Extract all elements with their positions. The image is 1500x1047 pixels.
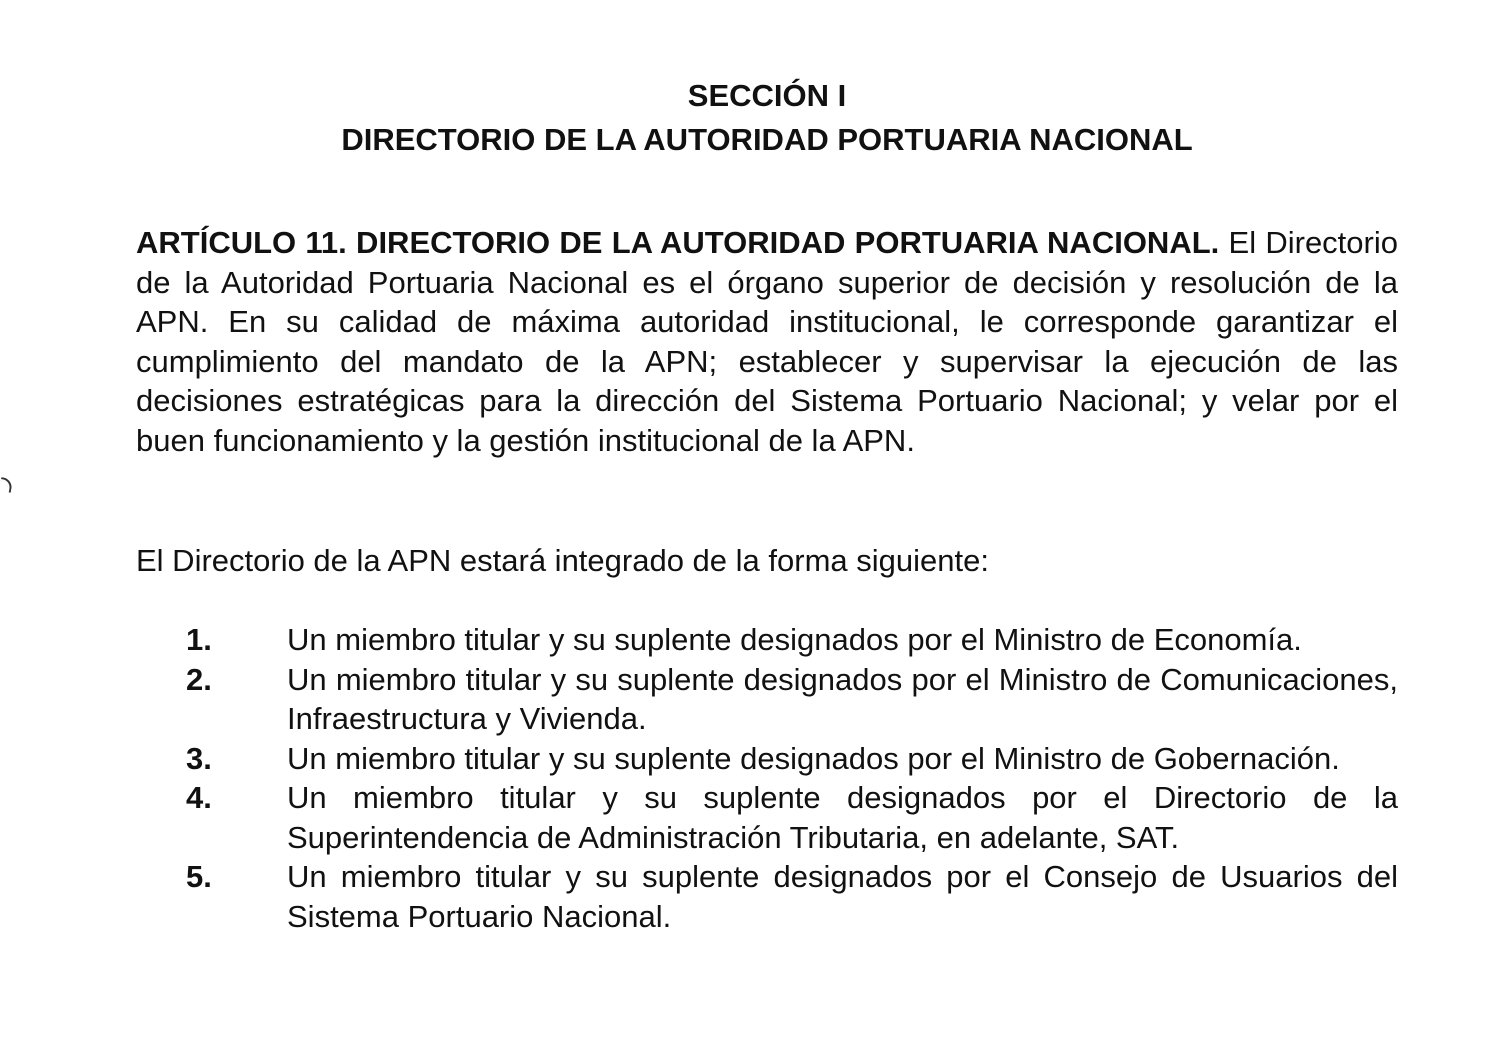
list-item-number: 4. — [186, 780, 212, 815]
section-title: SECCIÓN I — [687, 78, 847, 113]
article-heading: ARTÍCULO 11. DIRECTORIO DE LA AUTORIDAD PORTUARIA NACIONAL. — [136, 225, 1229, 260]
intro-paragraph: El Directorio de la APN estará integrado de la forma siguiente: — [136, 543, 989, 578]
section-subtitle: DIRECTORIO DE LA AUTORIDAD PORTUARIA NACIONAL — [341, 122, 1193, 157]
list-item-text: Un miembro titular y su suplente designados por el Directorio de la Superintendencia de Administración Tributaria, en adelante, SAT. — [287, 780, 1398, 855]
list-item-text: Un miembro titular y su suplente designados por el Ministro de Comunicaciones, Infraestructura y Vivienda. — [287, 661, 1398, 736]
list-item — [136, 739, 1398, 779]
list-item — [136, 857, 1398, 936]
article-body: El Directorio de la Autoridad Portuaria Nacional es el órgano superior de decisión y resolución de la APN. En su calidad de máxima autoridad institucional, le corresponde garantizar el cumplimiento del mandato de la APN; establecer y supervisar la ejecución de las decisiones estratégicas para la dirección del Sistema Portuario Nacional; y velar por el buen funcionamiento y la gestión institucional de la APN. — [136, 225, 1398, 458]
list-item-number: 3. — [186, 740, 212, 776]
list-item — [136, 778, 1398, 857]
scan-mark-icon — [0, 477, 13, 493]
list-item-number: 1. — [186, 622, 212, 657]
list-item-number: 2. — [186, 661, 212, 697]
list-item-text: Un miembro titular y su suplente designados por el Ministro de Economía. — [287, 622, 1302, 657]
article-paragraph — [136, 223, 1398, 460]
list-item-number: 5. — [186, 859, 212, 894]
list-item — [136, 660, 1398, 739]
member-list — [136, 620, 1398, 936]
list-item-text: Un miembro titular y su suplente designados por el Consejo de Usuarios del Sistema Portuario Nacional. — [287, 859, 1398, 934]
list-item — [136, 620, 1398, 660]
list-item-text: Un miembro titular y su suplente designados por el Ministro de Gobernación. — [287, 740, 1340, 776]
